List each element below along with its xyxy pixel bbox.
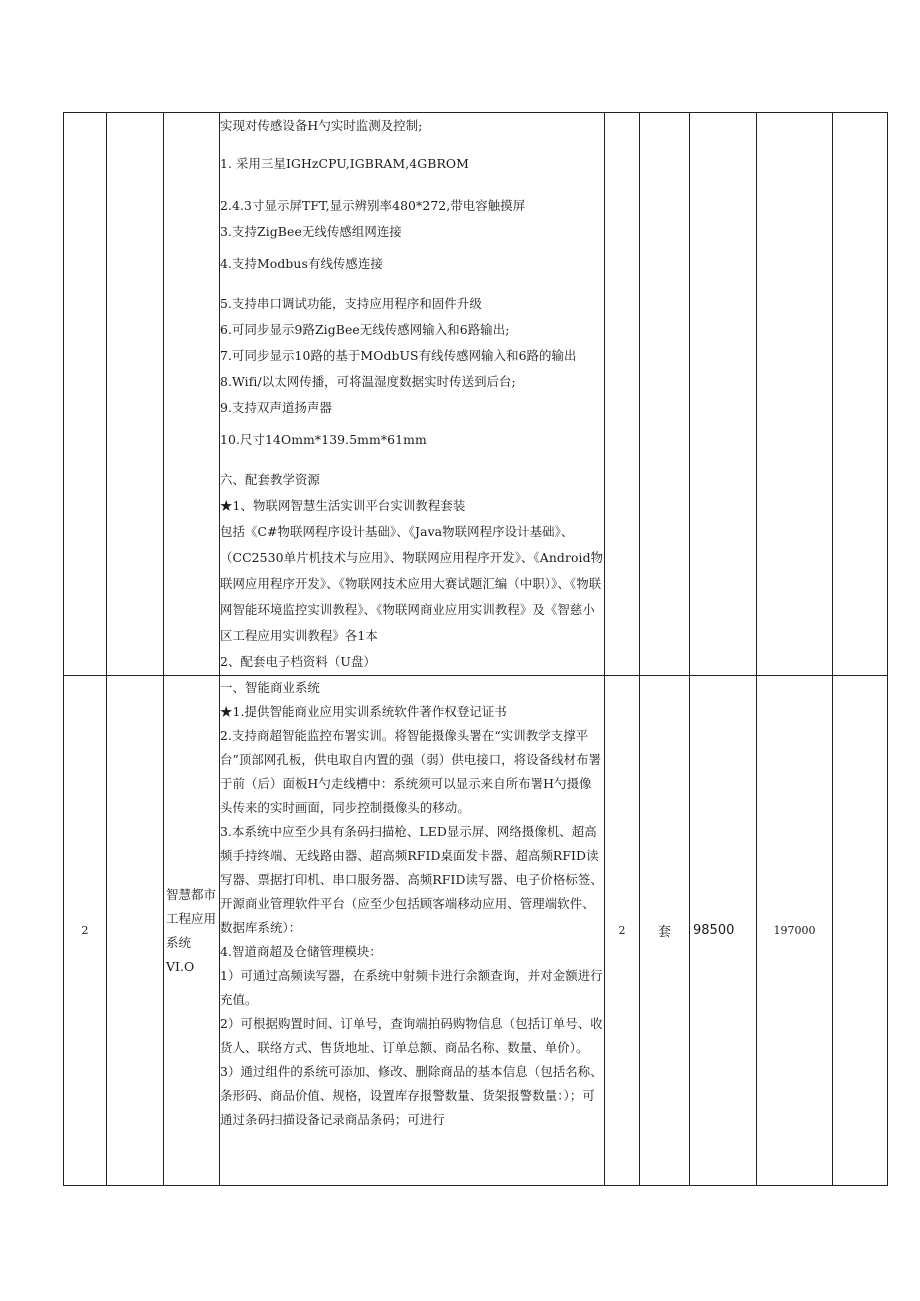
description-line: 2.4.3寸显示屏TFT,显示辨别率480*272,带电容触摸屏	[220, 198, 526, 213]
row-number-cell	[64, 113, 107, 676]
description-line: 1）可通过高频读写器，在系统中射频卡进行余额查询，并对金额进行充值。	[220, 968, 603, 1007]
description-cell	[220, 113, 605, 676]
description-line: ★1.提供智能商业应用实训系统软件著作权登记证书	[220, 704, 507, 719]
description-line: 1. 采用三星IGHzCPU,IGBRAM,4GBROM	[220, 156, 469, 171]
product-name-cell	[164, 113, 220, 676]
description-line: 六、配套教学资源	[220, 472, 320, 487]
spec-table	[63, 112, 888, 1186]
total-price-cell: 197000	[757, 676, 833, 1186]
table-row	[64, 113, 888, 676]
empty-cell	[107, 676, 164, 1186]
description-line: 实现对传感设备H勺实时监测及控制;	[220, 118, 423, 133]
description-line: 3.支持ZigBee无线传感组网连接	[220, 224, 402, 239]
description-line: 8.Wifi/以太网传播，可将温湿度数据实时传送到后台;	[220, 374, 516, 389]
description-line: 4.智道商超及仓储管理模块：	[220, 944, 382, 959]
row-number-cell: 2	[64, 676, 107, 1186]
description-line: 3.本系统中应至少具有条码扫描枪、LED显示屏、网络摄像机、超高频手持终端、无线路由器、超高频RFID桌面发卡器、超高频RFID读写器、票据打印机、串口服务器、高频RFID读写器、电子价格标签、开源商业管理软件平台（应至少包括顾客端移动应用、管理端软件、数据库系统）：	[220, 824, 603, 935]
unit-cell: 套	[640, 676, 690, 1186]
description-line: 5.支持串口调试功能，支持应用程序和固件升级	[220, 296, 482, 311]
quantity-cell: 2	[605, 676, 640, 1186]
unit-price-cell	[690, 113, 757, 676]
description-line: 7.可同步显示10路的基于MOdbUS有线传感网输入和6路的输出	[220, 348, 577, 363]
description-lines	[220, 676, 604, 1132]
table-row	[64, 676, 888, 1186]
description-lines	[220, 113, 604, 675]
description-line: 一、智能商业系统	[220, 680, 320, 695]
total-price-cell	[757, 113, 833, 676]
description-line: 2、配套电子档资料（U盘）	[220, 654, 376, 669]
description-line: 包括《C#物联网程序设计基础》、《Java物联网程序设计基础》、（CC2530单片机技术与应用》、物联网应用程序开发》、《Android物联网应用程序开发》、《物联网技术应用大赛试题汇编（中职）》、《物联网智能环境监控实训教程》、《物联网商业应用实训教程》及《智慈小区工程应用实训教程》各1本	[220, 524, 604, 643]
quantity-cell	[605, 113, 640, 676]
description-cell	[220, 676, 605, 1186]
note-cell	[833, 676, 888, 1186]
description-line: 4.支持Modbus有线传感连接	[220, 256, 383, 271]
description-line: ★1、物联网智慧生活实训平台实训教程套装	[220, 498, 466, 513]
unit-cell	[640, 113, 690, 676]
description-line: 6.可同步显示9路ZigBee无线传感网输入和6路输出;	[220, 322, 510, 337]
note-cell	[833, 113, 888, 676]
empty-cell	[107, 113, 164, 676]
description-line: 9.支持双声道扬声器	[220, 400, 332, 415]
description-line: 3）通过组件的系统可添加、修改、删除商品的基本信息（包括名称、条形码、商品价值、规格，设置库存报警数量、货架报警数量：）；可通过条码扫描设备记录商品条码；可进行	[220, 1064, 603, 1127]
unit-price-cell: 98500	[690, 676, 757, 1186]
product-name-cell: 智慧都市工程应用系统VI.O	[164, 676, 220, 1186]
description-line: 10.尺寸14Omm*139.5mm*61mm	[220, 432, 427, 447]
description-line: 2.支持商超智能监控布署实训。将智能摄像头署在“实训教学支撑平台”顶部网孔板，供电取自内置的强（弱）供电接口，将设备线材布署于前（后）面板H勺走线槽中：系统须可以显示来自所布署H勺摄像头传来的实时画面，同步控制摄像头的移动。	[220, 728, 602, 815]
description-line: 2）可根据购置时间、订单号，查询端拍码购物信息（包括订单号、收货人、联络方式、售货地址、订单总额、商品名称、数量、单价）。	[220, 1016, 603, 1055]
